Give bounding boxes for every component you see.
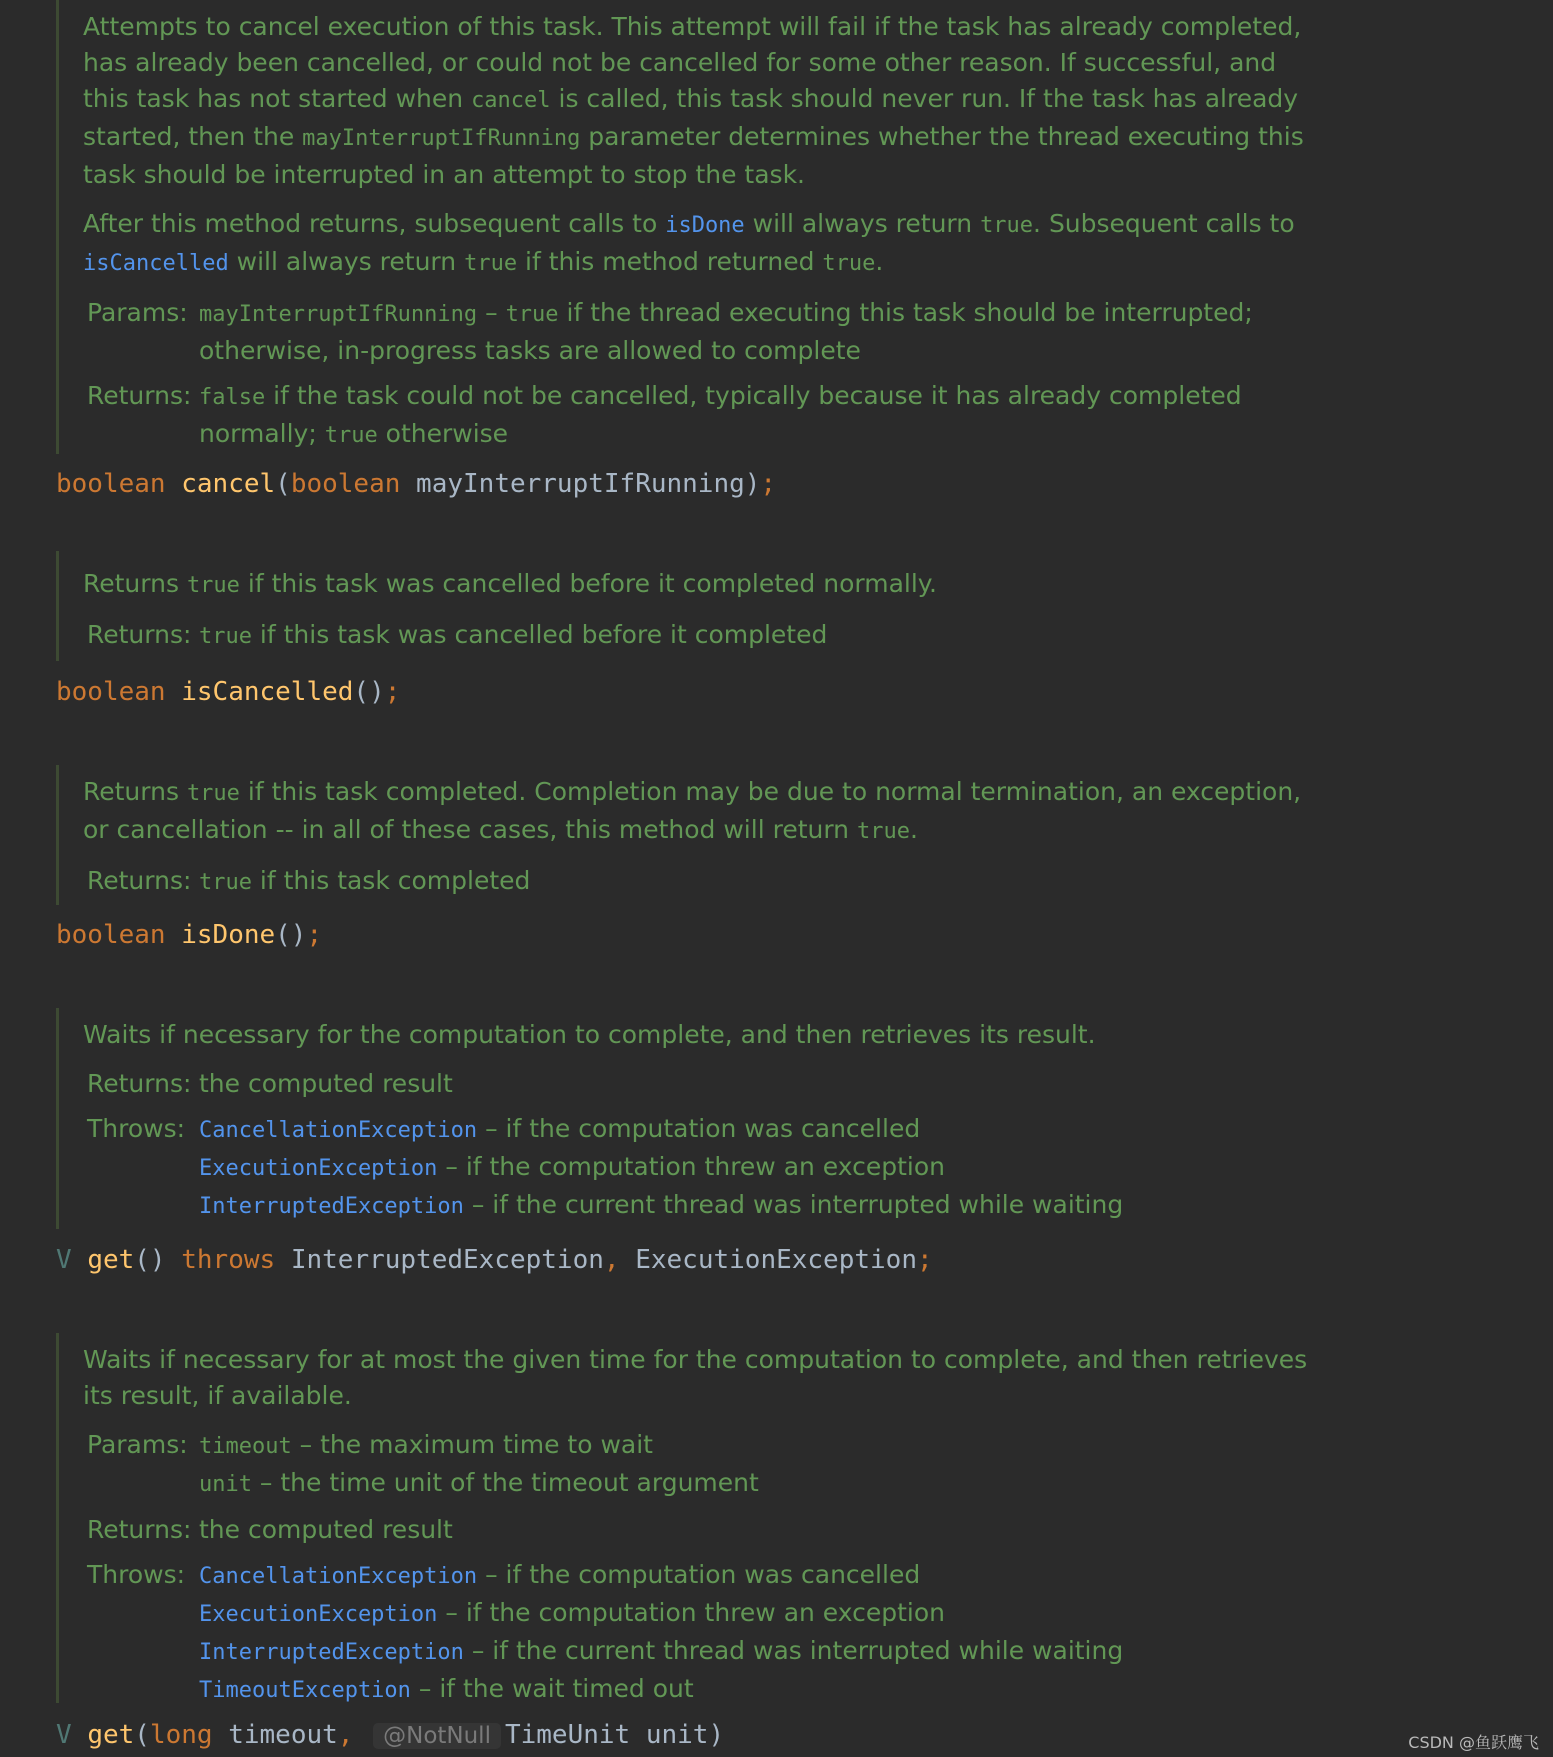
doc-tag-returns <box>83 1066 1316 1102</box>
tag-values <box>199 863 1316 901</box>
inline-code: true <box>505 302 559 327</box>
doc-tag-throws <box>83 1557 1316 1709</box>
tag-values <box>199 617 1316 655</box>
tag-value <box>199 378 1316 454</box>
inline-code: true <box>856 819 910 844</box>
doc-text: the computed result <box>199 1515 453 1544</box>
tag-values <box>199 378 1316 454</box>
code-text: mayInterruptIfRunning) <box>416 469 761 499</box>
tag-value <box>199 1595 1316 1633</box>
doc-text: – if the current thread was interrupted while waiting <box>463 1190 1124 1219</box>
javadoc-get <box>56 1008 1316 1229</box>
doc-text: – if the computation threw an exception <box>437 1598 945 1627</box>
inline-code: unit <box>199 1472 252 1497</box>
doc-paragraph <box>83 1342 1316 1414</box>
keyword: boolean <box>56 469 182 499</box>
doc-link[interactable]: InterruptedException <box>199 1194 464 1219</box>
code-text: () <box>353 677 385 707</box>
doc-link[interactable]: isDone <box>665 213 745 238</box>
tag-value <box>199 1066 1316 1102</box>
javadoc-is-cancelled <box>56 551 1316 661</box>
tag-values <box>199 1111 1316 1225</box>
doc-text: will always return <box>744 209 981 238</box>
doc-link[interactable]: CancellationException <box>199 1564 478 1589</box>
code-text: InterruptedException <box>290 1245 604 1275</box>
doc-text: . Subsequent calls to <box>1033 209 1295 238</box>
code-text: ( <box>134 1720 150 1750</box>
doc-text: Returns <box>83 569 187 598</box>
doc-tag-params <box>83 295 1316 369</box>
inline-code: true <box>199 624 252 649</box>
keyword: long <box>149 1720 229 1750</box>
tag-label: Params: <box>87 1430 188 1459</box>
doc-text: – <box>477 298 506 327</box>
inline-code: true <box>822 251 876 276</box>
inline-code: cancel <box>471 88 551 113</box>
keyword: throws <box>181 1245 291 1275</box>
inline-code: true <box>980 213 1034 238</box>
type-param: V <box>56 1720 88 1750</box>
tag-values <box>199 295 1316 369</box>
doc-link[interactable]: ExecutionException <box>199 1156 438 1181</box>
doc-paragraph <box>83 774 1316 850</box>
tag-value <box>199 617 1316 655</box>
code-text: timeout <box>228 1720 338 1750</box>
inline-code: true <box>186 573 240 598</box>
doc-paragraph <box>83 1017 1316 1053</box>
tag-label: Returns: <box>87 1515 192 1544</box>
code-line-cancel[interactable] <box>56 466 776 502</box>
code-text: ( <box>275 469 291 499</box>
doc-paragraph <box>83 206 1316 282</box>
doc-tag-returns <box>83 617 1316 655</box>
doc-link[interactable]: TimeoutException <box>199 1678 411 1703</box>
doc-text: the computed result <box>199 1069 453 1098</box>
keyword: boolean <box>290 469 417 499</box>
doc-tag-returns <box>83 378 1316 454</box>
keyword: ; <box>384 677 401 707</box>
doc-link[interactable]: CancellationException <box>199 1118 478 1143</box>
code-text: () <box>275 920 307 950</box>
doc-text: After this method returns, subsequent calls to <box>83 209 666 238</box>
code-line-is-cancelled[interactable] <box>56 674 400 710</box>
code-line-get-timeout[interactable] <box>56 1717 724 1754</box>
doc-text: otherwise <box>377 419 509 448</box>
tag-value <box>199 1633 1316 1671</box>
tag-value <box>199 1512 1316 1548</box>
tag-label: Throws: <box>87 1560 186 1589</box>
keyword: , <box>337 1720 370 1750</box>
tag-label: Throws: <box>87 1114 186 1143</box>
tag-value <box>199 1149 1316 1187</box>
code-text: TimeUnit unit) <box>504 1720 725 1750</box>
keyword: ; <box>760 469 777 499</box>
type-param: V <box>56 1245 88 1275</box>
method-name: isCancelled <box>181 677 354 707</box>
doc-text: Waits if necessary for the computation to complete, and then retrieves its result. <box>83 1020 1096 1049</box>
tag-label: Returns: <box>87 866 192 895</box>
doc-text: – if the current thread was interrupted while waiting <box>463 1636 1124 1665</box>
tag-values <box>199 1512 1316 1548</box>
doc-paragraph <box>83 566 1316 604</box>
doc-link[interactable]: isCancelled <box>83 251 229 276</box>
doc-text: Waits if necessary for at most the given time for the computation to complete, and then retrieves its result, if available. <box>83 1345 1308 1410</box>
doc-paragraph <box>83 9 1316 193</box>
doc-link[interactable]: InterruptedException <box>199 1640 464 1665</box>
doc-text: if this task was cancelled before it completed normally. <box>239 569 937 598</box>
inline-code: false <box>199 385 266 410</box>
doc-text: – the maximum time to wait <box>291 1430 653 1459</box>
doc-text: Returns <box>83 777 187 806</box>
javadoc-get-timeout <box>56 1333 1316 1703</box>
doc-text: will always return <box>228 247 465 276</box>
method-name: cancel <box>181 469 276 499</box>
keyword: ; <box>916 1245 933 1275</box>
inline-code: timeout <box>199 1434 292 1459</box>
code-line-is-done[interactable] <box>56 917 322 953</box>
doc-tag-returns <box>83 1512 1316 1548</box>
method-name: isDone <box>181 920 276 950</box>
doc-text: if the thread executing this task should be interrupted; otherwise, in-progress tasks are allowed to complete <box>199 298 1253 365</box>
doc-text: if the task could not be cancelled, typically because it has already completed normally; <box>199 381 1242 448</box>
method-name: get <box>87 1245 135 1275</box>
doc-text: parameter determines whether the thread executing this task should be interrupted in an attempt to stop the task. <box>83 122 1304 189</box>
inline-code: mayInterruptIfRunning <box>302 126 581 151</box>
annotation-hint: @NotNull <box>373 1723 501 1749</box>
doc-tag-params <box>83 1427 1316 1503</box>
doc-text: – if the wait timed out <box>410 1674 694 1703</box>
keyword: boolean <box>56 920 182 950</box>
inline-code: true <box>324 423 378 448</box>
keyword: , <box>603 1245 636 1275</box>
doc-text: Attempts to cancel execution of this task. This attempt will fail if the task has already completed, has already been cancelled, or could not be cancelled for some other reason. If successful, and this task has not started when <box>83 12 1302 113</box>
tag-value <box>199 1187 1316 1225</box>
code-line-get[interactable] <box>56 1242 933 1278</box>
tag-values <box>199 1557 1316 1709</box>
doc-text: . <box>909 815 918 844</box>
tag-label: Params: <box>87 298 188 327</box>
doc-text: . <box>875 247 884 276</box>
tag-value <box>199 863 1316 901</box>
doc-text: – the time unit of the timeout argument <box>251 1468 759 1497</box>
tag-label: Returns: <box>87 1069 192 1098</box>
tag-value <box>199 1557 1316 1595</box>
tag-label: Returns: <box>87 381 192 410</box>
method-name: get <box>87 1720 135 1750</box>
inline-code: true <box>199 870 252 895</box>
doc-tag-throws <box>83 1111 1316 1225</box>
doc-tag-returns <box>83 863 1316 901</box>
tag-label: Returns: <box>87 620 192 649</box>
doc-text: if this task completed. Completion may be due to normal termination, an exception, or cancellation -- in all of these cases, this method will return <box>83 777 1302 844</box>
doc-link[interactable]: ExecutionException <box>199 1602 438 1627</box>
tag-value <box>199 1427 1316 1465</box>
javadoc-is-done <box>56 765 1316 905</box>
doc-text: if this method returned <box>517 247 823 276</box>
doc-text: – if the computation was cancelled <box>477 1114 921 1143</box>
inline-code: true <box>464 251 518 276</box>
doc-text: – if the computation was cancelled <box>477 1560 921 1589</box>
tag-values <box>199 1427 1316 1503</box>
code-text: ExecutionException <box>635 1245 917 1275</box>
doc-text: – if the computation threw an exception <box>437 1152 945 1181</box>
inline-code: mayInterruptIfRunning <box>199 302 478 327</box>
tag-values <box>199 1066 1316 1102</box>
tag-value <box>199 1465 1316 1503</box>
doc-text: if this task was cancelled before it completed <box>251 620 828 649</box>
keyword: ; <box>306 920 323 950</box>
keyword: boolean <box>56 677 182 707</box>
doc-text: is called, this task should never run. If the task has already started, then the <box>83 84 1299 151</box>
tag-value <box>199 295 1316 369</box>
watermark: CSDN @鱼跃鹰飞 <box>1408 1733 1539 1752</box>
code-text: () <box>134 1245 182 1275</box>
inline-code: true <box>186 781 240 806</box>
javadoc-cancel <box>56 0 1316 454</box>
tag-value <box>199 1671 1316 1709</box>
doc-text: if this task completed <box>251 866 531 895</box>
tag-value <box>199 1111 1316 1149</box>
